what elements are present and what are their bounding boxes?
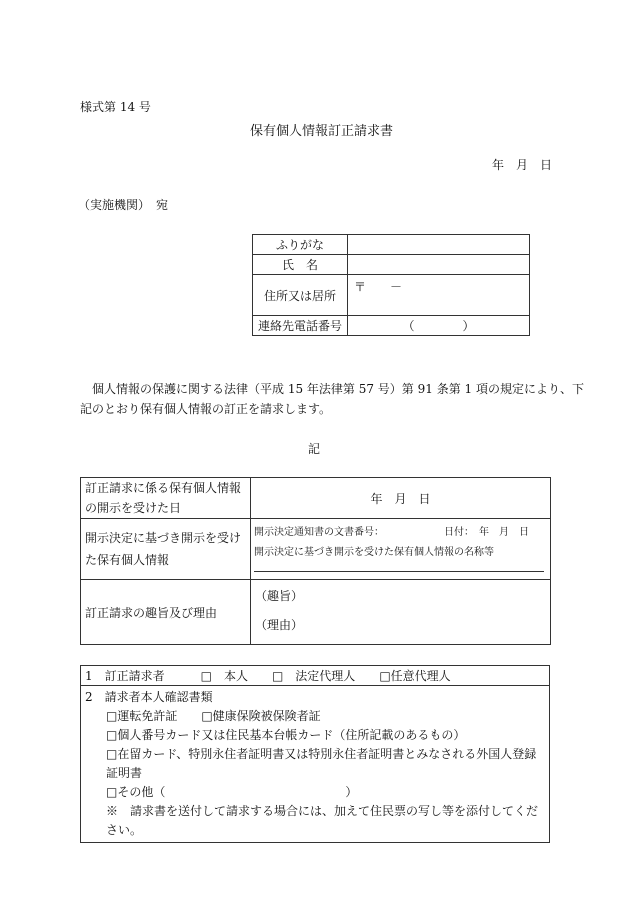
form-number: 様式第 14 号 (80, 100, 151, 114)
purpose-reason-field[interactable] (251, 580, 551, 645)
disclosed-info-label (81, 519, 251, 580)
phone-field[interactable] (348, 316, 530, 336)
body-text-line2: 記のとおり保有個人情報の訂正を請求します。 (80, 402, 332, 416)
disclosed-info-name-underline (254, 571, 544, 572)
requester-type-text: 1 訂正請求者 □ 本人 □ 法定代理人 □任意代理人 (85, 669, 451, 683)
disclosed-info-label-line1: 開示決定に基づき開示を受け (85, 531, 242, 545)
disclosure-date-value: 年 月 日 (370, 491, 431, 506)
mail-request-note: ※ 請求書を送付して請求する場合には、加えて住民票の写し等を添付してください。 (106, 804, 539, 837)
disclosed-info-name-label: 開示決定に基づき開示を受けた保有個人情報の名称等 (254, 547, 494, 558)
body-text-line1: 個人情報の保護に関する法律（平成 15 年法律第 57 号）第 91 条第 1 項の規定により、下 (92, 382, 584, 396)
page-title: 保有個人情報訂正請求書 (250, 124, 394, 139)
identity-doc-option-2[interactable]: □個人番号カード又は住民基本台帳カード（住所記載のあるもの） (106, 728, 466, 742)
disclosed-info-field[interactable] (251, 519, 551, 580)
disclosure-date-label-line2: の開示を受けた日 (85, 501, 182, 515)
notice-date-label: 日付： 年 月 日 (444, 527, 529, 538)
disclosure-date-field[interactable] (251, 478, 551, 519)
requester-table (80, 665, 550, 843)
phone-parentheses: （ ） (402, 319, 475, 333)
identity-docs-title: 2 請求者本人確認書類 (85, 690, 213, 704)
identity-doc-option-3[interactable]: □在留カード、特別永住者証明書又は特別永住者証明書とみなされる外国人登録証明書 (106, 747, 537, 780)
addressee: （実施機関） 宛 (78, 198, 169, 212)
address-field[interactable] (348, 275, 530, 316)
furigana-field[interactable] (348, 235, 530, 255)
notice-doc-number-label: 開示決定通知書の文書番号： (254, 527, 384, 538)
postal-code-marker: 〒 － (354, 280, 403, 294)
identity-doc-option-4[interactable]: □その他（ ） (106, 785, 358, 799)
purpose-reason-label: 訂正請求の趣旨及び理由 (81, 580, 251, 645)
identity-doc-option-1[interactable]: □運転免許証 □健康保険被保険者証 (106, 709, 321, 723)
furigana-label: ふりがな (253, 235, 348, 255)
identity-docs-cell (81, 686, 550, 843)
ki-heading: 記 (308, 442, 321, 456)
disclosed-info-label-line2: た保有個人情報 (85, 553, 170, 567)
purpose-label: （趣旨） (255, 589, 304, 603)
reason-label: （理由） (255, 618, 304, 632)
disclosure-date-label (81, 478, 251, 519)
address-label: 住所又は居所 (253, 275, 348, 316)
phone-label: 連絡先電話番号 (253, 316, 348, 336)
date-line: 年 月 日 (492, 158, 553, 172)
disclosure-date-label-line1: 訂正請求に係る保有個人情報 (85, 481, 242, 495)
applicant-table (252, 234, 530, 336)
requester-type-row[interactable] (81, 666, 550, 686)
request-table (80, 477, 551, 645)
name-label: 氏 名 (253, 255, 348, 275)
name-field[interactable] (348, 255, 530, 275)
